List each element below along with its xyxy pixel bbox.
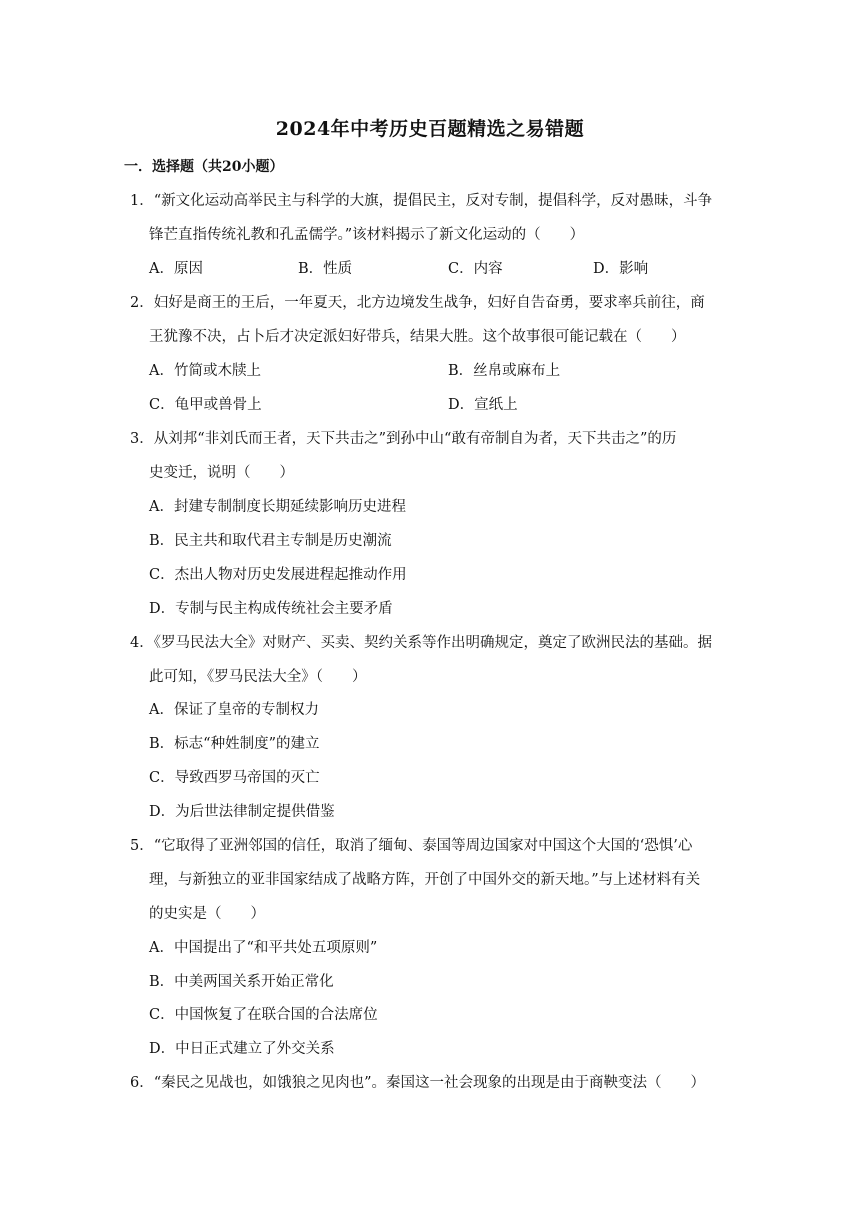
question-1-line-1: 1．“新文化运动高举民主与科学的大旗，提倡民主，反对专制，提倡科学，反对愚昧，斗争 bbox=[130, 193, 713, 209]
question-5-line-2: 理，与新独立的亚非国家结成了战略方阵，开创了中国外交的新天地。”与上述材料有关 bbox=[149, 872, 701, 888]
question-5-line-3: 的史实是（ ） bbox=[149, 906, 265, 922]
question-5-option-b: B．中美两国关系开始正常化 bbox=[149, 974, 334, 990]
question-2-option-c: C．龟甲或兽骨上 bbox=[149, 397, 262, 413]
section-heading: 一．选择题（共20小题） bbox=[124, 159, 284, 175]
question-2-option-a: A．竹简或木牍上 bbox=[149, 363, 261, 379]
question-2-line-1: 2．妇好是商王的王后，一年夏天，北方边境发生战争，妇好自告奋勇，要求率兵前往，商 bbox=[130, 295, 705, 311]
question-5-option-c: C．中国恢复了在联合国的合法席位 bbox=[149, 1007, 378, 1023]
question-5-option-d: D．中日正式建立了外交关系 bbox=[149, 1041, 335, 1057]
question-3-option-a: A．封建专制制度长期延续影响历史进程 bbox=[149, 499, 406, 515]
question-3-option-c: C．杰出人物对历史发展进程起推动作用 bbox=[149, 567, 407, 583]
question-6-line-1: 6．“秦民之见战也，如饿狼之见肉也”。秦国这一社会现象的出现是由于商鞅变法（ ） bbox=[130, 1075, 706, 1091]
question-1-option-b: B．性质 bbox=[298, 261, 353, 277]
question-4-line-2: 此可知，《罗马民法大全》（ ） bbox=[149, 669, 367, 685]
question-3-option-d: D．专制与民主构成传统社会主要矛盾 bbox=[149, 601, 393, 617]
page-title: 2024年中考历史百题精选之易错题 bbox=[275, 118, 585, 140]
question-5-line-1: 5．“它取得了亚洲邻国的信任，取消了缅甸、泰国等周边国家对中国这个大国的‘恐惧’心 bbox=[130, 838, 693, 854]
question-2-option-b: B．丝帛或麻布上 bbox=[448, 363, 561, 379]
question-1-line-2: 锋芒直指传统礼教和孔孟儒学。”该材料揭示了新文化运动的（ ） bbox=[149, 227, 585, 243]
question-1-option-d: D．影响 bbox=[593, 261, 649, 277]
question-3-option-b: B．民主共和取代君主专制是历史潮流 bbox=[149, 533, 392, 549]
question-1-option-c: C．内容 bbox=[448, 261, 503, 277]
question-4-option-c: C．导致西罗马帝国的灭亡 bbox=[149, 770, 320, 786]
question-3-line-2: 史变迁，说明（ ） bbox=[149, 465, 294, 481]
question-1-option-a: A．原因 bbox=[149, 261, 203, 277]
question-4-option-b: B．标志“种姓制度”的建立 bbox=[149, 736, 320, 752]
question-5-option-a: A．中国提出了“和平共处五项原则” bbox=[149, 940, 378, 956]
question-4-option-d: D．为后世法律制定提供借鉴 bbox=[149, 804, 335, 820]
question-4-line-1: 4．《罗马民法大全》对财产、买卖、契约关系等作出明确规定，奠定了欧洲民法的基础。据 bbox=[130, 635, 712, 651]
question-2-option-d: D．宣纸上 bbox=[448, 397, 518, 413]
question-2-line-2: 王犹豫不决，占卜后才决定派妇好带兵，结果大胜。这个故事很可能记载在（ ） bbox=[149, 329, 686, 345]
question-3-line-1: 3．从刘邦“非刘氏而王者，天下共击之”到孙中山“敢有帝制自为者，天下共击之”的历 bbox=[130, 431, 677, 447]
question-4-option-a: A．保证了皇帝的专制权力 bbox=[149, 702, 319, 718]
